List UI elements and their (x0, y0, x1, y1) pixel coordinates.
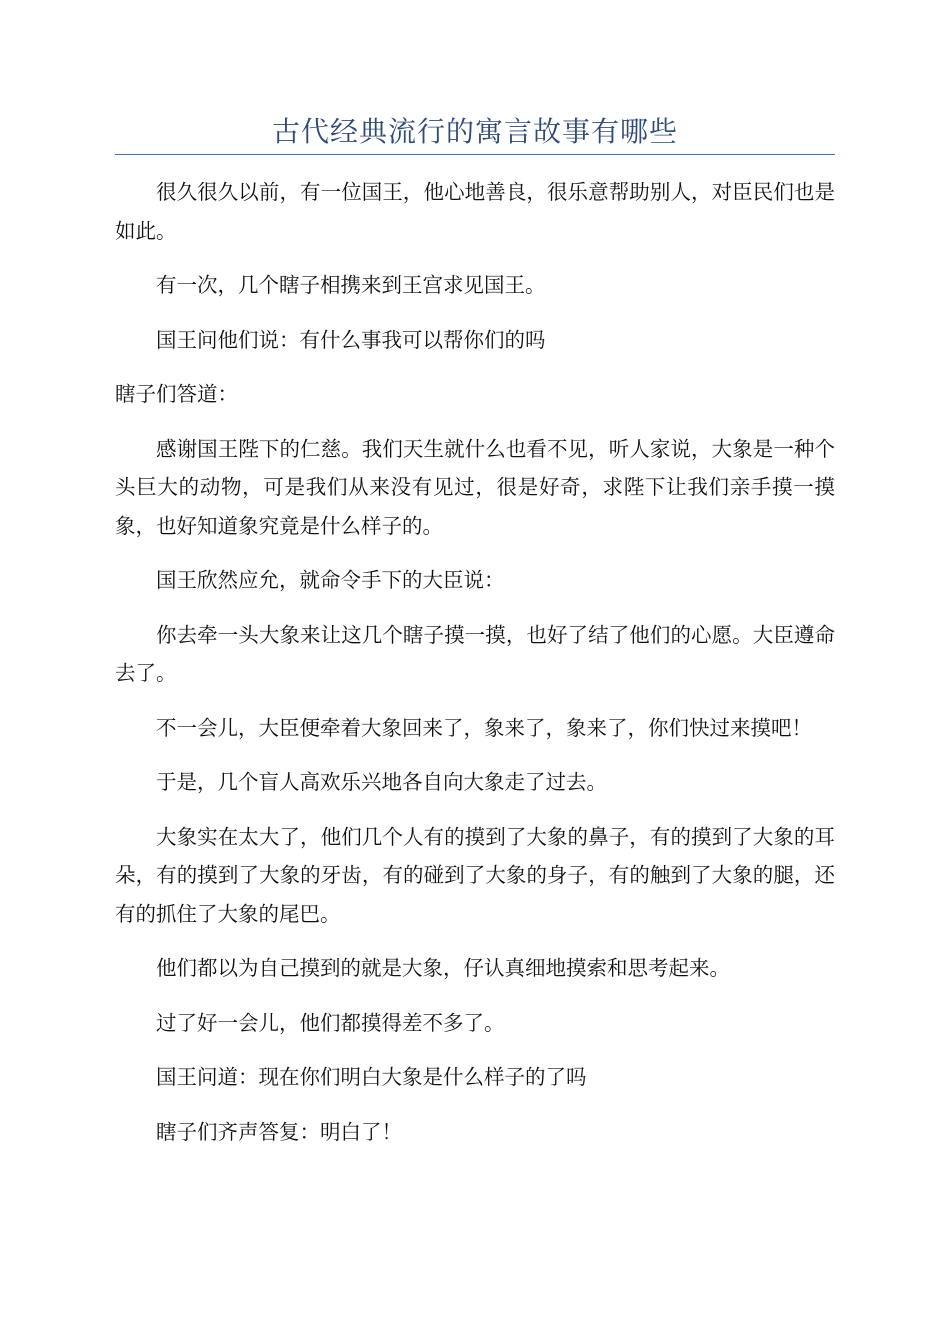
paragraph-6: 国王欣然应允，就命令手下的大臣说： (156, 568, 505, 592)
paragraph-7: 你去牵一头大象来让这几个瞎子摸一摸，也好了结了他们的心愿。大臣遵命去了。 (115, 622, 835, 685)
paragraph-12: 过了好一会儿，他们都摸得差不多了。 (156, 1010, 505, 1035)
paragraph-13: 国王问道：现在你们明白大象是什么样子的了吗 (156, 1065, 587, 1089)
paragraph-9: 于是，几个盲人高欢乐兴地各自向大象走了过去。 (156, 770, 607, 794)
paragraph-10: 大象实在太大了，他们几个人有的摸到了大象的鼻子，有的摸到了大象的耳朵，有的摸到了大象的牙齿，有的碰到了大象的身子，有的触到了大象的腿，还有的抓住了大象的尾巴。 (115, 824, 835, 926)
paragraph-3: 国王问他们说：有什么事我可以帮你们的吗 (156, 327, 546, 352)
title-underline (115, 154, 835, 155)
document-body (115, 173, 835, 1167)
paragraph-14: 瞎子们齐声答复：明白了！ (156, 1119, 402, 1144)
paragraph-8: 不一会儿，大臣便牵着大象回来了，象来了，象来了，你们快过来摸吧！ (156, 715, 812, 740)
paragraph-2: 有一次，几个瞎子相携来到王宫求见国王。 (156, 273, 546, 297)
paragraph-11: 他们都以为自己摸到的就是大象，仔认真细地摸索和思考起来。 (156, 956, 730, 980)
paragraph-1: 很久很久以前，有一位国王，他心地善良，很乐意帮助别人，对臣民们也是如此。 (115, 180, 835, 243)
paragraph-4: 瞎子们答道： (115, 382, 238, 406)
document-title: 古代经典流行的寓言故事有哪些 (271, 115, 678, 148)
paragraph-5: 感谢国王陛下的仁慈。我们天生就什么也看不见，听人家说，大象是一种个头巨大的动物，可是我们从来没有见过，很是好奇，求陛下让我们亲手摸一摸象，也好知道象究竟是什么样子的。 (115, 436, 835, 538)
